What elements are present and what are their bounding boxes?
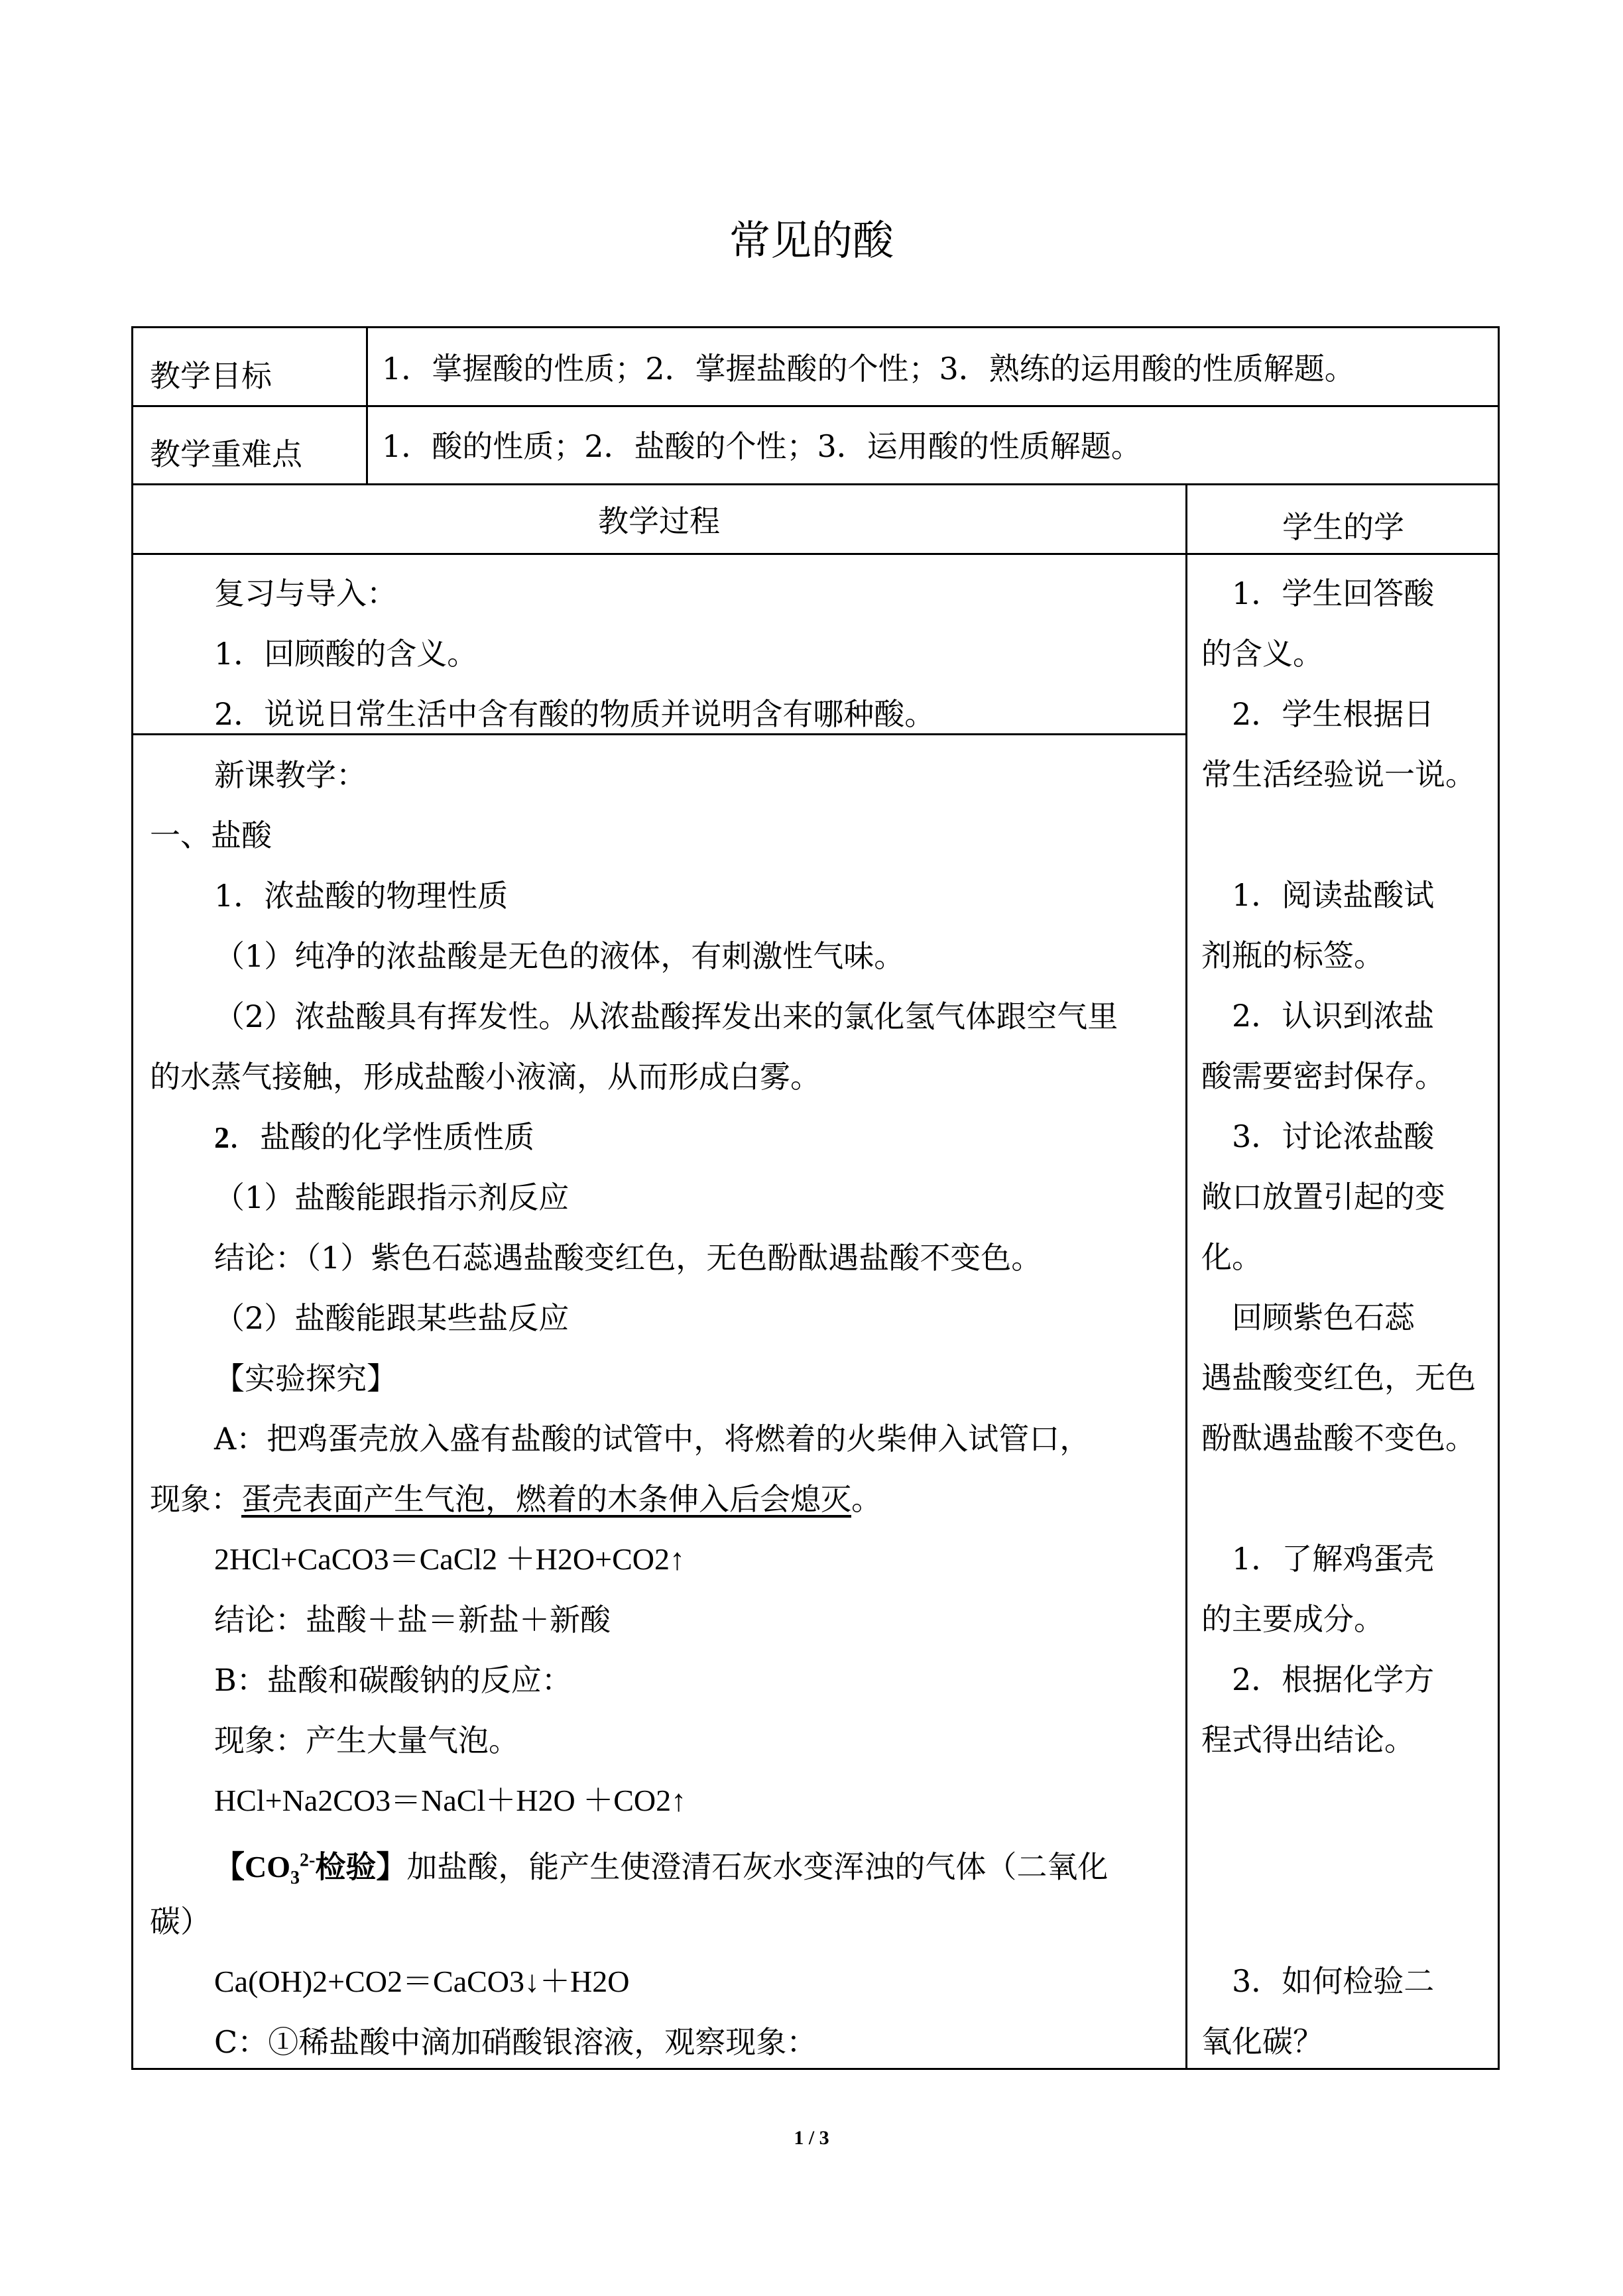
student-activity-line: 2．根据化学方: [1201, 1662, 1435, 1697]
student-activity-line: 1．了解鸡蛋壳: [1201, 1541, 1435, 1577]
paragraph: 的水蒸气接触，形成盐酸小液滴，从而形成白雾。: [150, 1059, 821, 1095]
student-activity-line: 1．学生回答酸: [1201, 575, 1435, 611]
subsection-number: 2: [214, 1120, 229, 1154]
row-divider: [131, 483, 1500, 485]
subsection-heading: 1．浓盐酸的物理性质: [214, 878, 509, 914]
paragraph: （1）纯净的浓盐酸是无色的液体，有刺激性气味。: [214, 938, 905, 974]
review-item: 1．回顾酸的含义。: [214, 636, 478, 672]
conclusion: 结论：盐酸＋盐＝新盐＋新酸: [214, 1602, 611, 1638]
subsection-heading: [214, 1117, 534, 1158]
student-activity-line: 酸需要密封保存。: [1201, 1058, 1445, 1094]
conclusion: 结论：（1）紫色石蕊遇盐酸变红色，无色酚酞遇盐酸不变色。: [214, 1240, 1042, 1276]
subsection-title: ．盐酸的化学性质性质: [229, 1119, 534, 1155]
col-divider: [1185, 483, 1187, 2070]
student-activity-line: 常生活经验说一说。: [1201, 756, 1476, 792]
experiment-heading: 【实验探究】: [214, 1360, 397, 1396]
observation-underlined: 蛋壳表面产生气泡，燃着的木条伸入后会熄灭: [241, 1481, 851, 1517]
student-activity-line: 3．如何检验二: [1201, 1963, 1435, 1999]
observation-a: [150, 1479, 882, 1520]
equation: 2HCl+CaCO3＝CaCl2 ＋H2O+CO2↑: [214, 1542, 685, 1576]
carbonate-test-label: 检验】: [315, 1848, 407, 1885]
carbonate-test-cont: 碳）: [150, 1903, 211, 1939]
student-activity-line: 氧化碳？: [1201, 2024, 1323, 2059]
carbonate-test: [214, 1841, 1108, 1900]
review-item: 2．说说日常生活中含有酸的物质并说明含有哪种酸。: [214, 696, 935, 732]
objectives-label: 教学目标: [150, 358, 272, 394]
row-divider: [131, 553, 1500, 555]
student-activity-line: 3．讨论浓盐酸: [1201, 1118, 1435, 1154]
student-activity-line: 的含义。: [1201, 636, 1323, 672]
student-activity-line: 2．认识到浓盐: [1201, 998, 1435, 1034]
student-activity-line: 化。: [1201, 1239, 1262, 1275]
observation-prefix: 现象：: [150, 1481, 241, 1517]
lesson-intro: 新课教学：: [214, 757, 367, 793]
paragraph: （2）盐酸能跟某些盐反应: [214, 1300, 570, 1336]
process-header: 教学过程: [598, 503, 720, 539]
equation: HCl+Na2CO3＝NaCl＋H2O ＋CO2↑: [214, 1783, 687, 1817]
paragraph: （1）盐酸能跟指示剂反应: [214, 1179, 570, 1215]
experiment-b: B：盐酸和碳酸钠的反应：: [214, 1662, 572, 1698]
col-divider: [366, 326, 368, 485]
student-activity-line: 程式得出结论。: [1201, 1722, 1415, 1758]
student-activity-line: 2．学生根据日: [1201, 696, 1435, 732]
page-number: 1 / 3: [794, 2127, 829, 2149]
carbonate-test-text: 加盐酸，能产生使澄清石灰水变浑浊的气体（二氧化: [406, 1848, 1109, 1885]
student-activity-line: 剂瓶的标签。: [1201, 937, 1384, 973]
page-title: 常见的酸: [729, 216, 894, 265]
equation: Ca(OH)2+CO2＝CaCO3↓＋H2O: [214, 1964, 630, 1998]
student-activity-line: 酚酞遇盐酸不变色。: [1201, 1420, 1476, 1456]
student-activity-line: 遇盐酸变红色，无色: [1201, 1360, 1476, 1396]
section-heading: 一、盐酸: [150, 817, 272, 853]
paragraph: （2）浓盐酸具有挥发性。从浓盐酸挥发出来的氯化氢气体跟空气里: [214, 998, 1118, 1034]
student-activity-line: 回顾紫色石蕊: [1201, 1299, 1415, 1335]
observation-suffix: 。: [851, 1481, 882, 1517]
key-points-text: 1．酸的性质；2．盐酸的个性；3．运用酸的性质解题。: [382, 428, 1142, 464]
student-activity-line: 敞口放置引起的变: [1201, 1179, 1445, 1215]
review-heading: 复习与导入：: [214, 575, 397, 611]
carbonate-test-open: 【: [214, 1848, 245, 1885]
student-activity-line: 的主要成分。: [1201, 1601, 1384, 1637]
row-divider: [131, 405, 1500, 407]
experiment-c: C：①稀盐酸中滴加硝酸银溶液，观察现象：: [214, 2024, 817, 2060]
experiment-a: A：把鸡蛋壳放入盛有盐酸的试管中，将燃着的火柴伸入试管口，: [214, 1421, 1091, 1457]
observation-b: 现象：产生大量气泡。: [214, 1722, 519, 1758]
objectives-text: 1．掌握酸的性质；2．掌握盐酸的个性；3．熟练的运用酸的性质解题。: [382, 351, 1355, 387]
carbonate-formula: $CO_3^{2-}$: [245, 1850, 316, 1889]
student-activity-line: 1．阅读盐酸试: [1201, 877, 1435, 913]
student-header: 学生的学: [1282, 509, 1404, 545]
key-points-label: 教学重难点: [150, 436, 302, 472]
